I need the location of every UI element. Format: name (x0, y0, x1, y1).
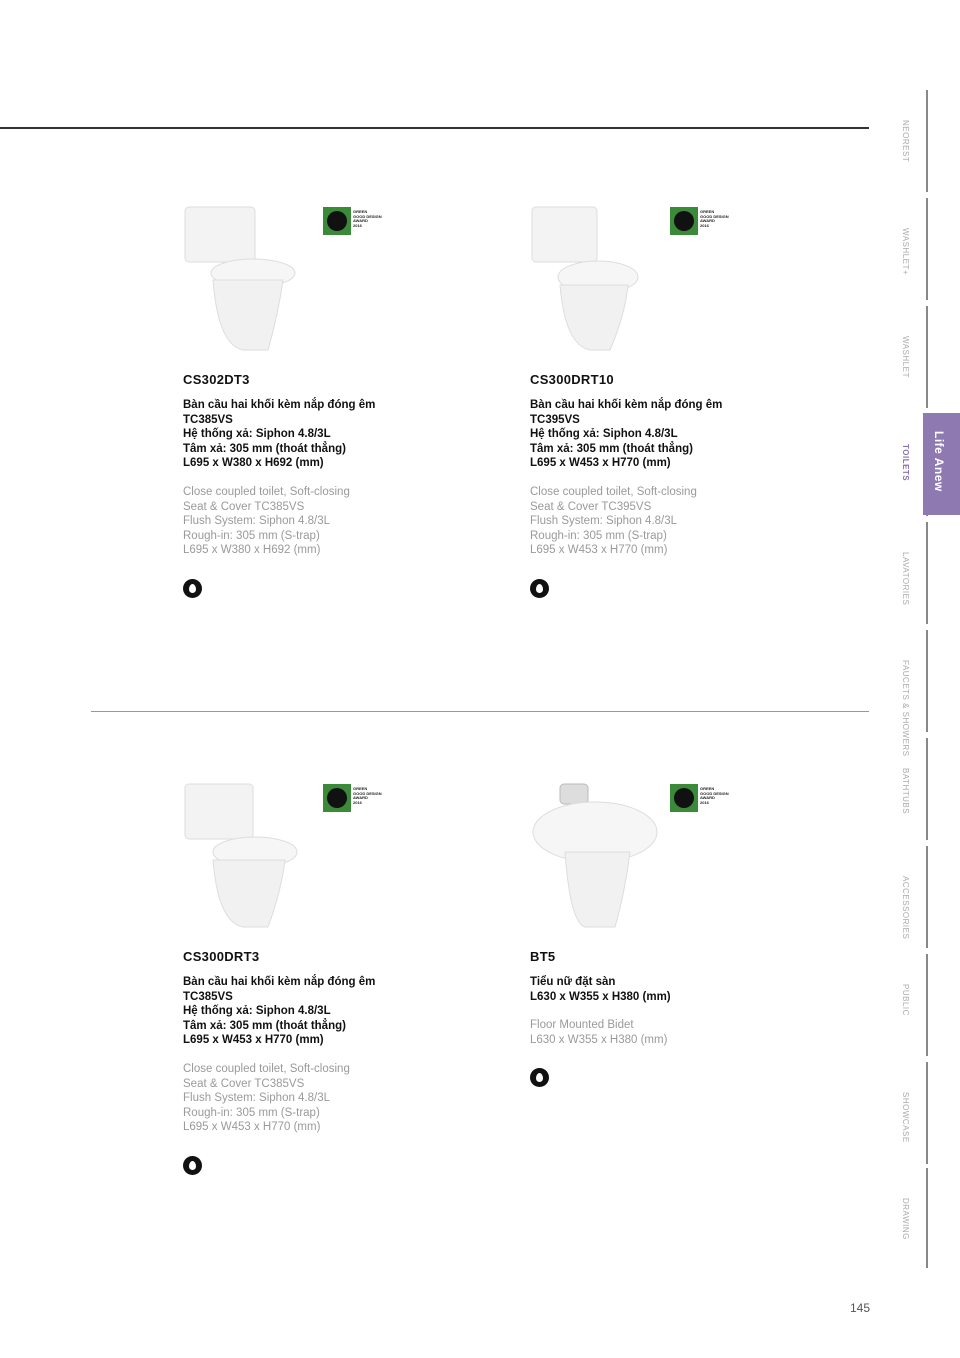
toilet-image (183, 205, 313, 355)
english-description: Close coupled toilet, Soft-closing Seat & Cover TC385VS Flush System: Siphon 4.8/3L Rough-in: 305 mm (S-trap) L695 x W380 x H692 (mm) (183, 486, 350, 556)
section-sidebar (895, 90, 930, 1270)
product-code: BT5 (530, 949, 556, 964)
toilet-image (530, 205, 660, 355)
green-good-design-award-logo: GREEN GOOD DESIGN AWARD 2016 (323, 784, 383, 814)
green-good-design-award-logo: GREEN GOOD DESIGN AWARD 2016 (670, 207, 730, 237)
tab-washlet-plus[interactable]: WASHLET+ (895, 198, 928, 300)
english-description: Floor Mounted Bidet L630 x W355 x H380 (mm) (530, 1019, 668, 1046)
life-anew-tab: Life Anew (923, 413, 960, 515)
tab-public[interactable]: PUBLIC (895, 954, 928, 1056)
english-description: Close coupled toilet, Soft-closing Seat & Cover TC395VS Flush System: Siphon 4.8/3L Rough-in: 305 mm (S-trap) L695 x W453 x H770 (mm) (530, 486, 697, 556)
product-code: CS300DRT3 (183, 949, 260, 964)
product-code: CS302DT3 (183, 372, 250, 387)
tab-showcase[interactable]: SHOWCASE (895, 1062, 928, 1164)
water-drop-icon (183, 1156, 202, 1175)
tab-accessories[interactable]: ACCESSORIES (895, 846, 928, 948)
water-drop-icon (530, 579, 549, 598)
green-good-design-award-logo: GREEN GOOD DESIGN AWARD 2016 (670, 784, 730, 814)
water-drop-icon (183, 579, 202, 598)
vietnamese-description: Bàn cầu hai khối kèm nắp đóng êm TC385VS Hệ thống xả: Siphon 4.8/3L Tâm xả: 305 mm (thoát thẳng) L695 x W380 x H692 (mm) (183, 399, 376, 469)
tab-drawing[interactable]: DRAWING (895, 1168, 928, 1268)
vietnamese-description: Tiểu nữ đặt sàn L630 x W355 x H380 (mm) (530, 976, 671, 1003)
product-code: CS300DRT10 (530, 372, 614, 387)
tab-bathtubs[interactable]: BATHTUBS (895, 738, 928, 840)
top-rule (0, 127, 869, 129)
water-drop-icon (530, 1068, 549, 1087)
middle-rule (91, 711, 869, 712)
tab-washlet[interactable]: WASHLET (895, 306, 928, 408)
green-good-design-award-logo: GREEN GOOD DESIGN AWARD 2016 (323, 207, 383, 237)
bidet-image (530, 782, 660, 932)
english-description: Close coupled toilet, Soft-closing Seat & Cover TC385VS Flush System: Siphon 4.8/3L Rough-in: 305 mm (S-trap) L695 x W453 x H770 (mm) (183, 1063, 350, 1133)
tab-lavatories[interactable]: LAVATORIES (895, 522, 928, 624)
tab-toilets[interactable]: TOILETS (895, 414, 928, 516)
toilet-image (183, 782, 313, 932)
vietnamese-description: Bàn cầu hai khối kèm nắp đóng êm TC395VS Hệ thống xả: Siphon 4.8/3L Tâm xả: 305 mm (thoát thẳng) L695 x W453 x H770 (mm) (530, 399, 723, 469)
tab-neorest[interactable]: NEOREST (895, 90, 928, 192)
page-number: 145 (850, 1301, 871, 1315)
vietnamese-description: Bàn cầu hai khối kèm nắp đóng êm TC385VS Hệ thống xả: Siphon 4.8/3L Tâm xả: 305 mm (thoát thẳng) L695 x W453 x H770 (mm) (183, 976, 376, 1046)
tab-faucets-showers[interactable]: FAUCETS & SHOWERS (895, 630, 928, 732)
